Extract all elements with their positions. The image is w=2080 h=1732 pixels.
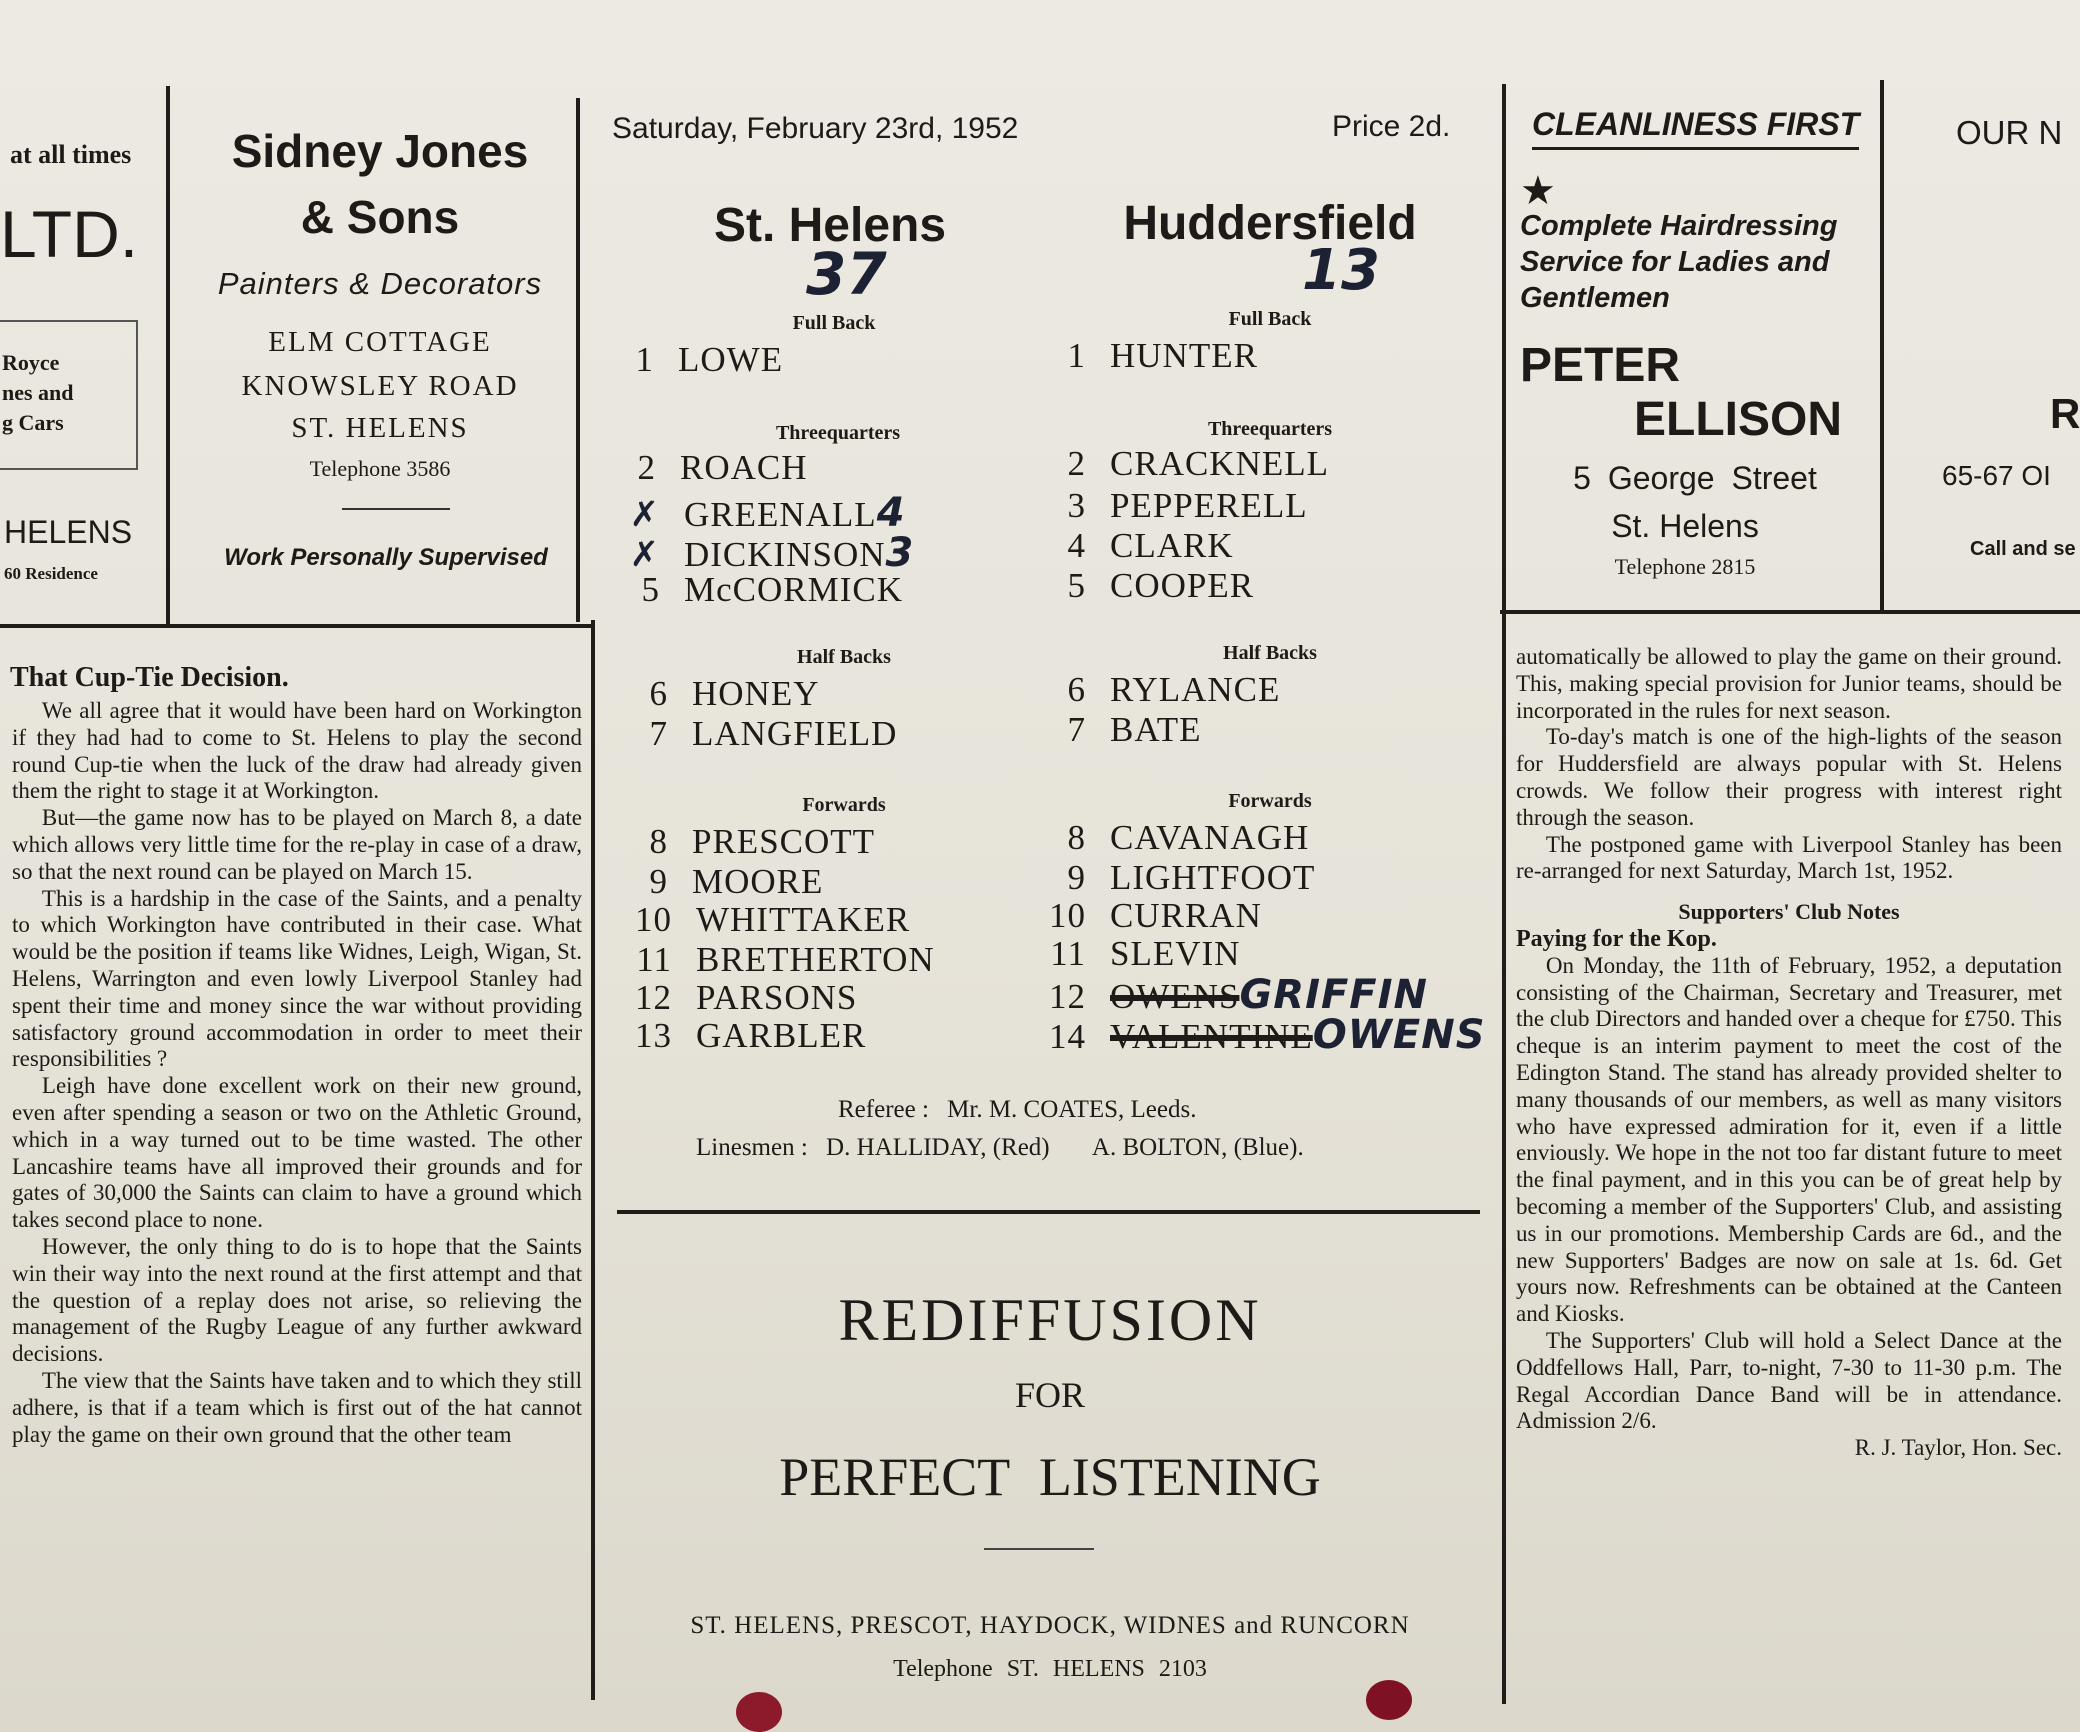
away-full-back-label: Full Back: [1228, 308, 1312, 330]
ad-right-our: OUR N: [1956, 114, 2063, 151]
home-player-1: 1 LOWE: [635, 340, 784, 379]
signature: R. J. Taylor, Hon. Sec.: [1854, 1435, 2062, 1461]
sidney-trade: Painters & Decorators: [217, 266, 543, 301]
home-player-12: 12 PARSONS: [635, 978, 858, 1017]
article-right-body: [1516, 644, 2062, 1462]
away-player-11: 11 SLEVIN: [1050, 934, 1241, 973]
sidney-name-2: & Sons: [300, 191, 460, 243]
kop-paragraph: The Supporters' Club will hold a Select Dance at the Oddfellows Hall, Parr, to-night, 7-30 to 11-30 p.m. The Regal Accordian Dance Band will be in attendance. Admission 2/6.: [1516, 1327, 2062, 1434]
referee-line: [838, 1096, 1196, 1124]
peter-name-1: PETER: [1520, 339, 1681, 392]
home-full-back-label: Full Back: [792, 312, 876, 334]
home-player-2: 2 ROACH: [637, 448, 808, 487]
peter-address-1: 5 George Street: [1573, 460, 1817, 496]
home-player-5: 5 McCORMICK: [641, 570, 904, 609]
home-player-6: 6 HONEY: [649, 674, 820, 713]
peter-address-2: St. Helens: [1611, 508, 1759, 544]
away-player-5: 5 COOPER: [1067, 566, 1255, 605]
away-player-7: 7 BATE: [1067, 710, 1202, 749]
article-left-paragraph: We all agree that it would have been hard on Workington if they had had to come to St. Helens to play the second round Cup-tie when the luck of the draw had already given them the right to stage it at Workington.: [12, 698, 582, 804]
home-forwards-label: Forwards: [802, 794, 886, 816]
ad-left-g-cars: g Cars: [2, 410, 64, 435]
ad-left-royce: Royce: [2, 350, 60, 375]
rediffusion-telephone: Telephone ST. HELENS 2103: [893, 1656, 1207, 1682]
rediffusion-divider: [984, 1548, 1094, 1550]
rule-3: [591, 620, 595, 1700]
rediffusion-tagline: PERFECT LISTENING: [779, 1447, 1321, 1507]
away-player-3: 3 PEPPERELL: [1067, 486, 1308, 525]
away-player-14: 14 VALENTINEOWENS: [1049, 1012, 1486, 1058]
ad-right-r: R: [2050, 390, 2080, 437]
away-player-6: 6 RYLANCE: [1067, 670, 1281, 709]
rediffusion-towns: ST. HELENS, PRESCOT, HAYDOCK, WIDNES and RUNCORN: [690, 1612, 1410, 1639]
dickinson-tries-handwritten: 3: [885, 530, 915, 576]
linesmen-label: Linesmen :: [696, 1134, 808, 1161]
ad-left-helens: HELENS: [4, 514, 133, 550]
ad-right-call: Call and se: [1970, 538, 2076, 560]
away-threequarters-label: Threequarters: [1207, 418, 1333, 440]
away-player-8: 8 CAVANAGH: [1067, 818, 1310, 857]
kop-title: Paying for the Kop.: [1516, 925, 1717, 952]
supporters-notes-title: Supporters' Club Notes: [1678, 899, 1900, 925]
article-right-paragraph: The postponed game with Liverpool Stanley has been re-arranged for next Saturday, March 1st, 1952.: [1516, 831, 2062, 884]
ad-left-at-all-times: at all times: [10, 140, 132, 169]
rule-left-bottom: [0, 624, 595, 628]
ad-left-ltd: LTD.: [0, 197, 139, 271]
cleanliness-headline: CLEANLINESS FIRST: [1532, 106, 1859, 150]
kop-paragraph: On Monday, the 11th of February, 1952, a deputation consisting of the Chairman, Secretary and Treasurer, met the club Directors and handed over a cheque for £750. This cheque is an interim payment to meet the cost of the Edington Stand. The stand has already provided shelter to many thousands of our members, as well as many visitors who have expressed admiration for it, even if a little enviously. We hope in the not too far distant future to meet the final payment, and in this you can be of great help by becoming a member of the Supporters' Club, and assisting us in our promotions. Membership Cards are 6d., and the new Supporters' Badges are now on sale at 1s. 6d. Get yours now. Refreshments can be obtained at the Canteen and Kiosks.: [1516, 952, 2062, 1327]
rediffusion-title: REDIFFUSION: [838, 1287, 1262, 1353]
sidney-note: Work Personally Supervised: [224, 544, 548, 571]
home-half-backs-label: Half Backs: [797, 646, 891, 668]
ad-right-address: 65-67 OI: [1942, 460, 2051, 491]
owens-handwritten: OWENS: [1312, 1012, 1486, 1058]
home-threequarters-label: Threequarters: [775, 422, 901, 444]
home-player-13: 13 GARBLER: [635, 1016, 867, 1055]
wax-blob-left: [736, 1692, 782, 1732]
article-left-paragraph: But—the game now has to be played on March 8, a date which allows very little time for the re-play in case of a draw, so that the next round can be played on March 15.: [12, 805, 582, 884]
rediffusion-for: FOR: [1014, 1375, 1086, 1415]
sidney-address-1: ELM COTTAGE: [268, 326, 492, 358]
away-score-handwritten: 13: [1302, 238, 1380, 303]
article-right-paragraph: automatically be allowed to play the game on their ground. This, making special provision for Junior teams, should be incorporated in the rules for next season.: [1516, 644, 2062, 723]
home-player-3: ✗ GREENALL4: [606, 490, 906, 536]
away-player-12: 12 OWENSGRIFFIN: [1049, 972, 1428, 1018]
referee-label: Referee :: [838, 1096, 929, 1123]
rule-4: [1502, 84, 1506, 1704]
home-team-name: St. Helens: [713, 199, 947, 252]
away-player-1: 1 HUNTER: [1067, 336, 1258, 375]
away-half-backs-label: Half Backs: [1223, 642, 1317, 664]
peter-desc: Complete Hairdressing Service for Ladies and Gentlemen: [1520, 210, 1838, 314]
home-player-9: 9 MOORE: [649, 862, 824, 901]
sidney-name-1: Sidney Jones: [231, 125, 529, 177]
wax-blob-right: [1366, 1680, 1412, 1720]
rule-center-bottom: [617, 1210, 1480, 1214]
linesman-1: D. HALLIDAY, (Red): [826, 1134, 1050, 1161]
article-right-paragraph: To-day's match is one of the high-lights of the season for Huddersfield are always popular with St. Helens crowds. We follow their progress with interest right through the season.: [1516, 724, 2062, 830]
try-mark: ✗: [629, 495, 660, 535]
sidney-address-2: KNOWSLEY ROAD: [241, 370, 519, 402]
linesman-2: A. BOLTON, (Blue).: [1091, 1134, 1304, 1161]
home-player-7: 7 LANGFIELD: [649, 714, 898, 753]
home-player-4: ✗ DICKINSON3: [606, 530, 914, 576]
home-player-11: 11 BRETHERTON: [636, 940, 935, 979]
ad-left-residence: 60 Residence: [4, 564, 98, 583]
article-left-paragraph: The view that the Saints have taken and to which they still adhere, is that if a team which is first out of the hat cannot play the game on their own ground that the other team: [12, 1367, 582, 1447]
away-player-10: 10 CURRAN: [1049, 896, 1262, 935]
peter-telephone: Telephone 2815: [1614, 554, 1756, 579]
home-score-handwritten: 37: [806, 240, 887, 308]
peter-name-2: ELLISON: [1634, 393, 1843, 446]
try-mark: ✗: [629, 535, 660, 575]
rule-1: [166, 86, 170, 624]
home-player-10: 10 WHITTAKER: [635, 900, 911, 939]
greenall-tries-handwritten: 4: [876, 490, 906, 536]
rule-2: [576, 98, 580, 622]
article-left-paragraph: Leigh have done excellent work on their new ground, even after spending a season or two on the Athletic Ground, which in a way turned out to be time wasted. The other Lancashire teams have all improved their grounds and for gates of 30,000 the Saints can claim to have a ground which takes second place to none.: [12, 1073, 582, 1233]
ad-left-nes-and: nes and: [2, 380, 74, 405]
sidney-telephone: Telephone 3586: [309, 456, 451, 481]
home-player-8: 8 PRESCOTT: [649, 822, 876, 861]
sidney-divider: [342, 508, 450, 510]
star-icon: ★: [1520, 168, 1556, 214]
article-left-paragraph: This is a hardship in the case of the Saints, and a penalty to which Workington have contributed in their case. What would be the position if teams like Widnes, Leigh, Wigan, St. Helens, Warrington and even lowly Liverpool Stanley had spent their time and money since the war without providing satisfactory ground accommodation in order to meet their responsibilities ?: [12, 885, 582, 1072]
sidney-address-3: ST. HELENS: [291, 412, 469, 444]
rule-right-bottom: [1500, 610, 2080, 614]
away-forwards-label: Forwards: [1228, 790, 1312, 812]
referee-name: Mr. M. COATES, Leeds.: [947, 1096, 1197, 1123]
issue-date: Saturday, February 23rd, 1952: [612, 112, 1019, 145]
article-left-title: That Cup-Tie Decision.: [10, 662, 289, 693]
article-left-paragraph: However, the only thing to do is to hope that the Saints win their way into the next round at the first attempt and that the question of a replay does not arise, so relieving the management of the Rugby League of any further awkward decisions.: [12, 1233, 582, 1367]
issue-price: Price 2d.: [1332, 110, 1451, 143]
away-player-4: 4 CLARK: [1067, 526, 1234, 565]
article-left-body: [12, 698, 582, 1448]
rule-5: [1880, 80, 1884, 610]
away-player-2: 2 CRACKNELL: [1067, 444, 1329, 483]
away-team-name: Huddersfield: [1123, 197, 1417, 250]
griffin-handwritten: GRIFFIN: [1239, 972, 1428, 1018]
away-player-9: 9 LIGHTFOOT: [1067, 858, 1316, 897]
linesmen-line: [696, 1134, 1304, 1162]
